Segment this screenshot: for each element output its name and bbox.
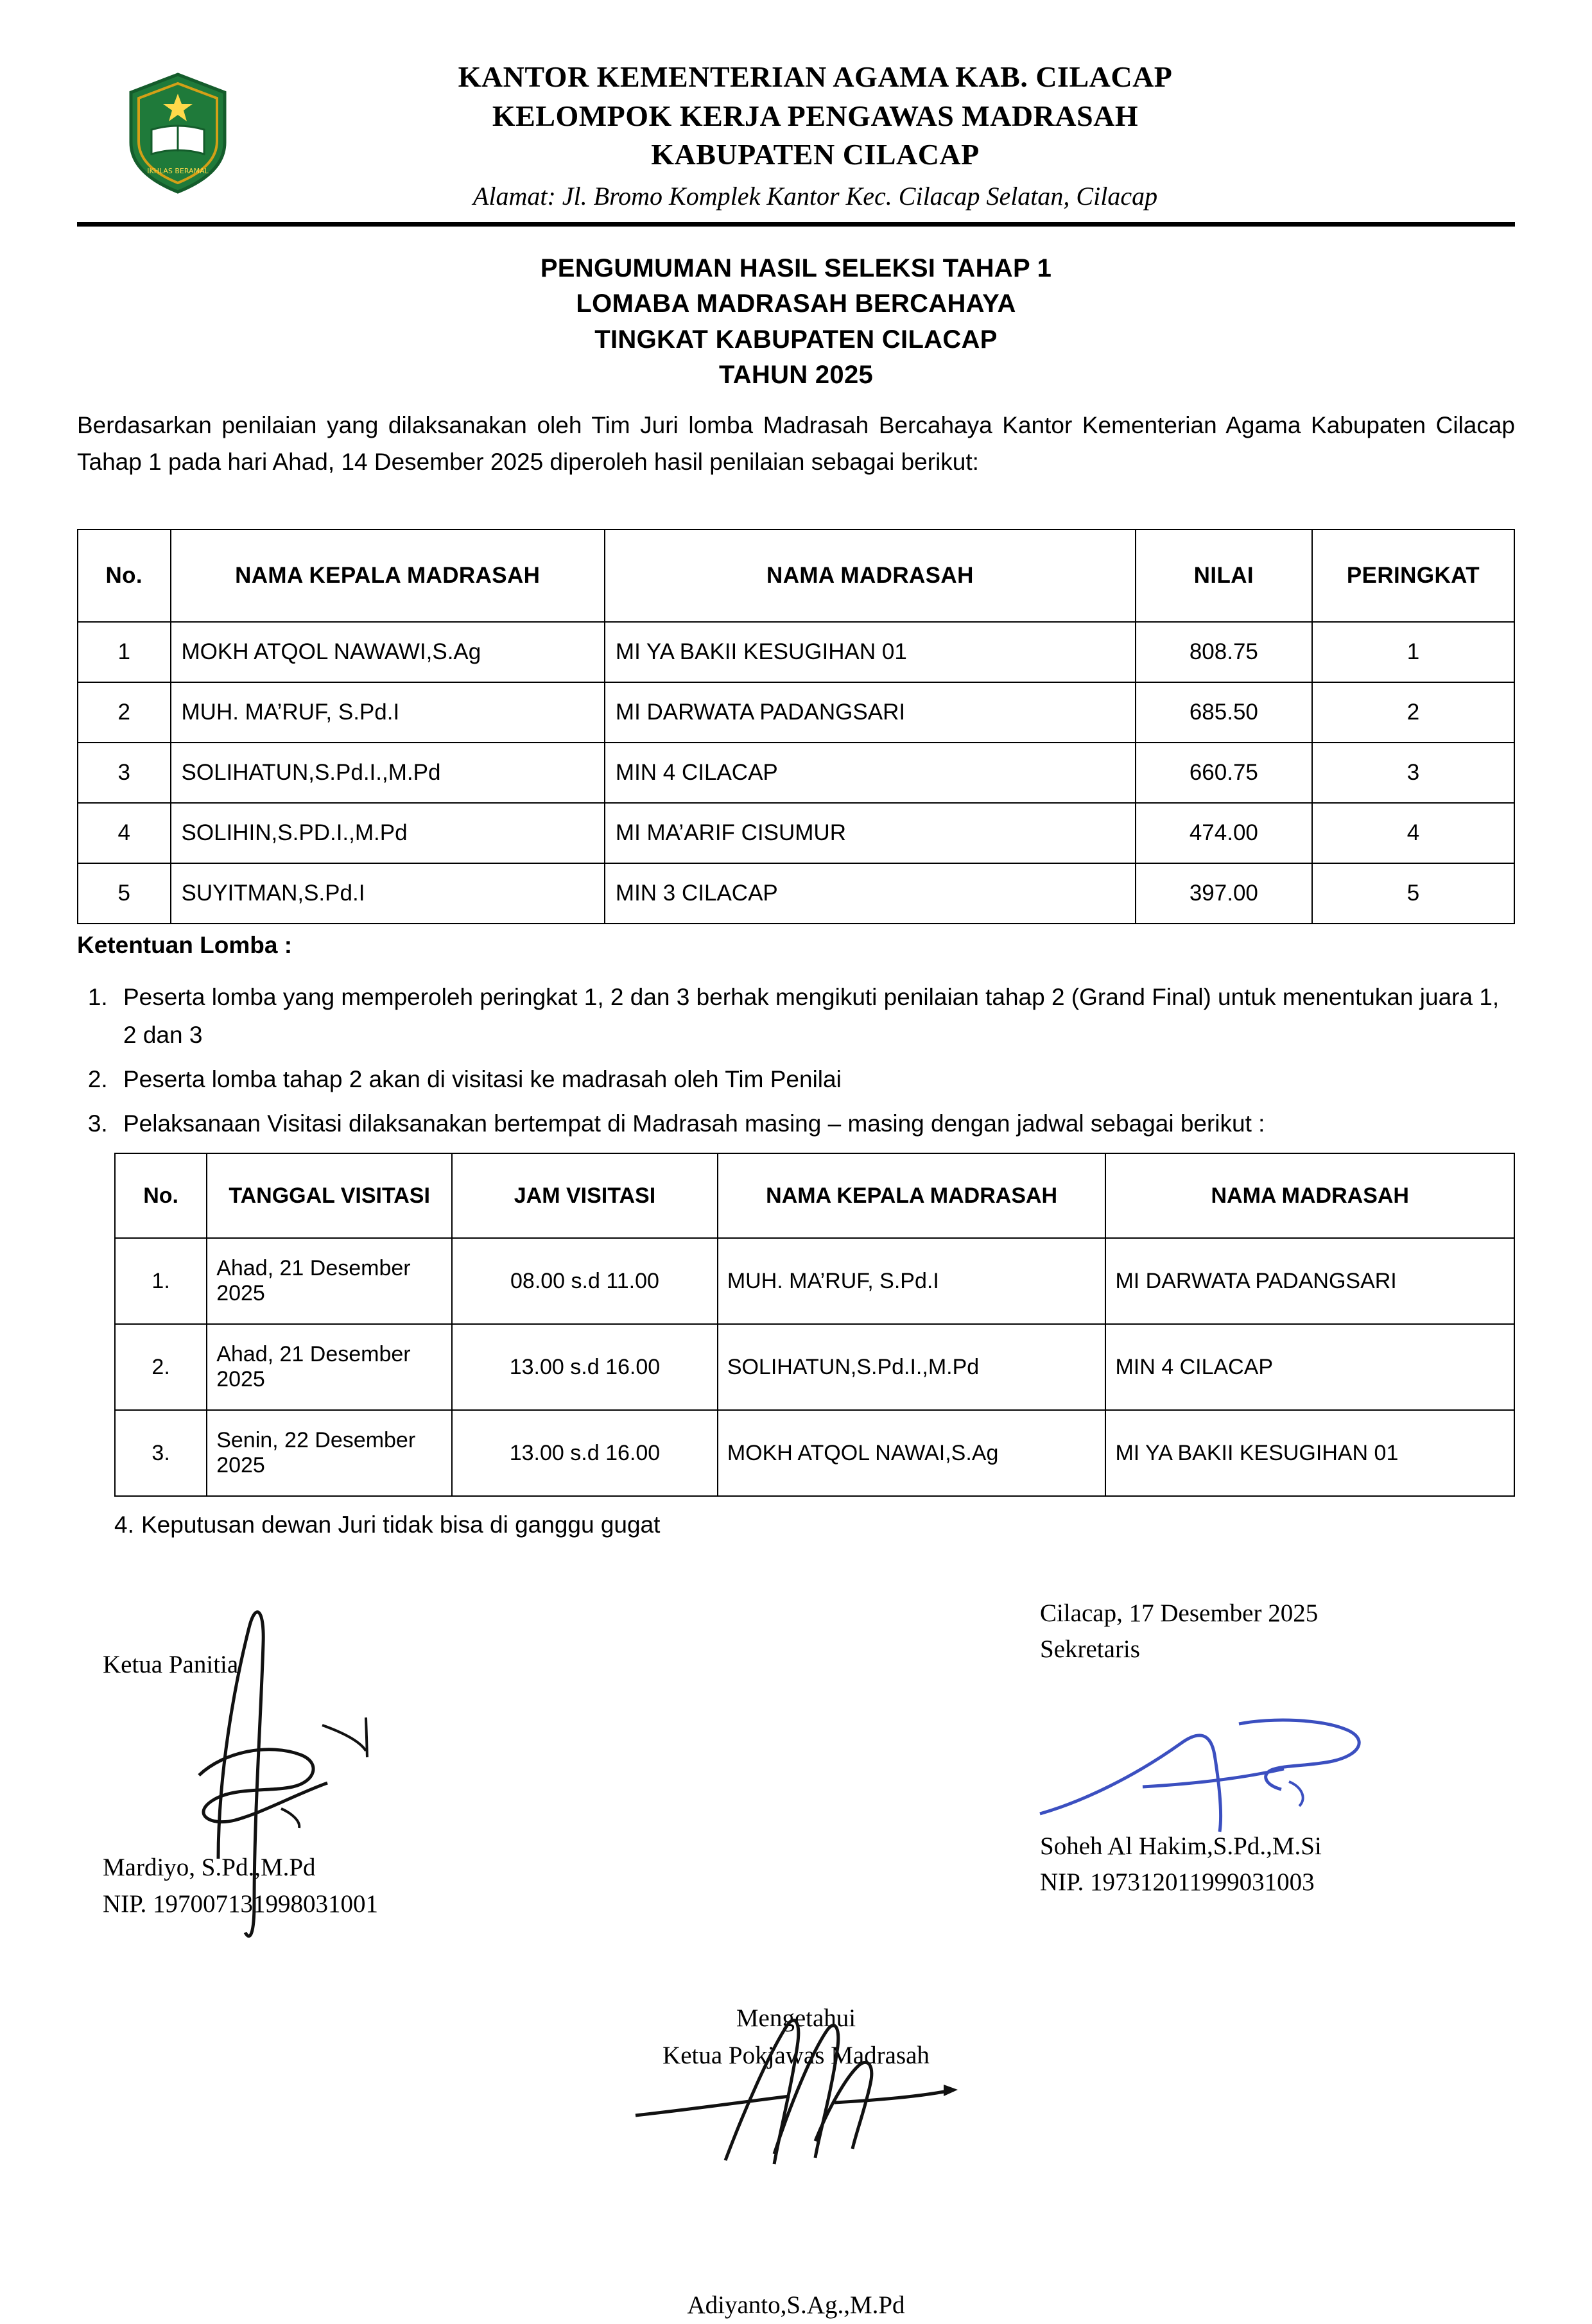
cell-nama-madrasah: MI YA BAKII KESUGIHAN 01: [1105, 1410, 1514, 1496]
cell-nama-kepala: MUH. MA’RUF, S.Pd.I: [718, 1238, 1106, 1324]
cell-no: 3.: [115, 1410, 207, 1496]
cell-jam: 13.00 s.d 16.00: [452, 1410, 718, 1496]
signature-bottom-label-1: Mengetahui: [736, 2004, 856, 2032]
cell-nama-madrasah: MIN 3 CILACAP: [605, 863, 1136, 924]
letterhead-address: Alamat: Jl. Bromo Komplek Kantor Kec. Cilacap Selatan, Cilacap: [472, 182, 1158, 211]
col-header-nama-madrasah: NAMA MADRASAH: [605, 529, 1136, 622]
cell-tanggal: Ahad, 21 Desember 2025: [207, 1324, 452, 1410]
signature-left-nip: NIP. 197007131998031001: [103, 1889, 379, 1918]
signature-left: [103, 1647, 378, 1923]
col-header-peringkat: PERINGKAT: [1312, 529, 1514, 622]
header-divider: [77, 222, 1515, 227]
letterhead-line-1: KANTOR KEMENTERIAN AGAMA KAB. CILACAP: [458, 60, 1173, 93]
cell-no: 3: [78, 743, 171, 803]
results-table: [77, 529, 1515, 924]
list-item: 1. Peserta lomba yang memperoleh peringkat 1, 2 dan 3 berhak mengikuti penilaian tahap 2 (Grand Final) untuk menentukan juara 1, 2 dan 3: [114, 978, 1515, 1054]
col-header-tanggal-visitasi: TANGGAL VISITASI: [207, 1153, 452, 1238]
cell-peringkat: 1: [1312, 622, 1514, 682]
cell-peringkat: 4: [1312, 803, 1514, 863]
signature-left-name: Mardiyo, S.Pd.,M.Pd: [103, 1854, 316, 1882]
ketentuan-list: [77, 978, 1515, 1143]
signature-right: [1040, 1596, 1322, 1901]
list-item: 2. Peserta lomba tahap 2 akan di visitasi ke madrasah oleh Tim Penilai: [114, 1060, 1515, 1098]
letterhead-line-3: KABUPATEN CILACAP: [651, 138, 980, 171]
cell-nilai: 660.75: [1136, 743, 1312, 803]
cell-nilai: 685.50: [1136, 682, 1312, 743]
visitation-schedule-table: [114, 1153, 1515, 1497]
list-item: 3. Pelaksanaan Visitasi dilaksanakan bertempat di Madrasah masing – masing dengan jadwal sebagai berikut :: [114, 1105, 1515, 1142]
table-row: [78, 863, 1514, 924]
cell-jam: 08.00 s.d 11.00: [452, 1238, 718, 1324]
signature-right-place-date: Cilacap, 17 Desember 2025: [1040, 1599, 1319, 1627]
cell-nama-kepala: SUYITMAN,S.Pd.I: [171, 863, 605, 924]
table-row: [115, 1324, 1514, 1410]
ketentuan-item-4-number: 4.: [114, 1511, 134, 1538]
col-header-nama-kepala-madrasah: NAMA KEPALA MADRASAH: [718, 1153, 1106, 1238]
cell-peringkat: 2: [1312, 682, 1514, 743]
signature-right-space: [1040, 1668, 1322, 1829]
letterhead: [77, 39, 1515, 216]
table-row: [78, 622, 1514, 682]
kemenag-logo-icon: [122, 71, 234, 196]
announcement-title: [77, 251, 1515, 393]
title-line-1: PENGUMUMAN HASIL SELEKSI TAHAP 1: [540, 254, 1052, 283]
cell-nama-kepala: SOLIHATUN,S.Pd.I.,M.Pd: [171, 743, 605, 803]
title-line-2: LOMABA MADRASAH BERCAHAYA: [576, 289, 1016, 318]
cell-tanggal: Ahad, 21 Desember 2025: [207, 1238, 452, 1324]
cell-no: 1.: [115, 1238, 207, 1324]
table-row: [78, 803, 1514, 863]
col-header-no: No.: [78, 529, 171, 622]
table-row: [78, 682, 1514, 743]
cell-nama-madrasah: MI DARWATA PADANGSARI: [605, 682, 1136, 743]
signature-area: [77, 1589, 1515, 1987]
cell-nama-madrasah: MI YA BAKII KESUGIHAN 01: [605, 622, 1136, 682]
cell-no: 4: [78, 803, 171, 863]
col-header-jam-visitasi: JAM VISITASI: [452, 1153, 718, 1238]
signature-bottom-space: [77, 2075, 1515, 2287]
col-header-nama-kepala: NAMA KEPALA MADRASAH: [171, 529, 605, 622]
signature-right-name: Soheh Al Hakim,S.Pd.,M.Si: [1040, 1832, 1322, 1860]
svg-text:IKHLAS BERAMAL: IKHLAS BERAMAL: [147, 167, 209, 175]
ketentuan-item-4-text: Keputusan dewan Juri tidak bisa di ganggu gugat: [141, 1511, 661, 1538]
signature-bottom-label-2: Ketua Pokjawas Madrasah: [662, 2042, 930, 2070]
table-row: [115, 1410, 1514, 1496]
cell-no: 2: [78, 682, 171, 743]
table-header-row: [115, 1153, 1514, 1238]
letterhead-line-2: KELOMPOK KERJA PENGAWAS MADRASAH: [492, 99, 1139, 132]
cell-nama-kepala: SOLIHIN,S.PD.I.,M.Pd: [171, 803, 605, 863]
cell-nama-madrasah: MI DARWATA PADANGSARI: [1105, 1238, 1514, 1324]
signature-right-nip: NIP. 197312011999031003: [1040, 1868, 1315, 1897]
cell-no: 1: [78, 622, 171, 682]
ketentuan-item-4: [114, 1506, 1515, 1544]
title-line-3: TINGKAT KABUPATEN CILACAP: [594, 325, 998, 354]
cell-nama-madrasah: MIN 4 CILACAP: [1105, 1324, 1514, 1410]
cell-jam: 13.00 s.d 16.00: [452, 1324, 718, 1410]
cell-nilai: 808.75: [1136, 622, 1312, 682]
intro-paragraph: Berdasarkan penilaian yang dilaksanakan oleh Tim Juri lomba Madrasah Bercahaya Kantor Kementerian Agama Kabupaten Cilacap Tahap 1 pada hari Ahad, 14 Desember 2025 diperoleh hasil penilaian sebagai berikut:: [77, 411, 1515, 476]
cell-nama-kepala: SOLIHATUN,S.Pd.I.,M.Pd: [718, 1324, 1106, 1410]
cell-peringkat: 3: [1312, 743, 1514, 803]
signature-left-role: Ketua Panitia: [103, 1650, 239, 1678]
cell-nama-madrasah: MI MA’ARIF CISUMUR: [605, 803, 1136, 863]
table-header-row: [78, 529, 1514, 622]
signature-bottom: [77, 2000, 1515, 2324]
signature-bottom-name: Adiyanto,S.Ag.,M.Pd: [687, 2291, 905, 2319]
cell-no: 2.: [115, 1324, 207, 1410]
signature-right-role: Sekretaris: [1040, 1635, 1140, 1664]
cell-nama-kepala: MOKH ATQOL NAWAI,S.Ag: [718, 1410, 1106, 1496]
table-row: [78, 743, 1514, 803]
cell-no: 5: [78, 863, 171, 924]
cell-nama-kepala: MOKH ATQOL NAWAWI,S.Ag: [171, 622, 605, 682]
title-line-4: TAHUN 2025: [718, 360, 874, 389]
cell-nama-madrasah: MIN 4 CILACAP: [605, 743, 1136, 803]
cell-nilai: 397.00: [1136, 863, 1312, 924]
cell-nama-kepala: MUH. MA’RUF, S.Pd.I: [171, 682, 605, 743]
ketentuan-title: Ketentuan Lomba :: [77, 931, 293, 958]
table-row: [115, 1238, 1514, 1324]
cell-nilai: 474.00: [1136, 803, 1312, 863]
signature-left-space: [103, 1683, 378, 1850]
cell-peringkat: 5: [1312, 863, 1514, 924]
col-header-nama-madrasah: NAMA MADRASAH: [1105, 1153, 1514, 1238]
col-header-no: No.: [115, 1153, 207, 1238]
col-header-nilai: NILAI: [1136, 529, 1312, 622]
cell-tanggal: Senin, 22 Desember 2025: [207, 1410, 452, 1496]
